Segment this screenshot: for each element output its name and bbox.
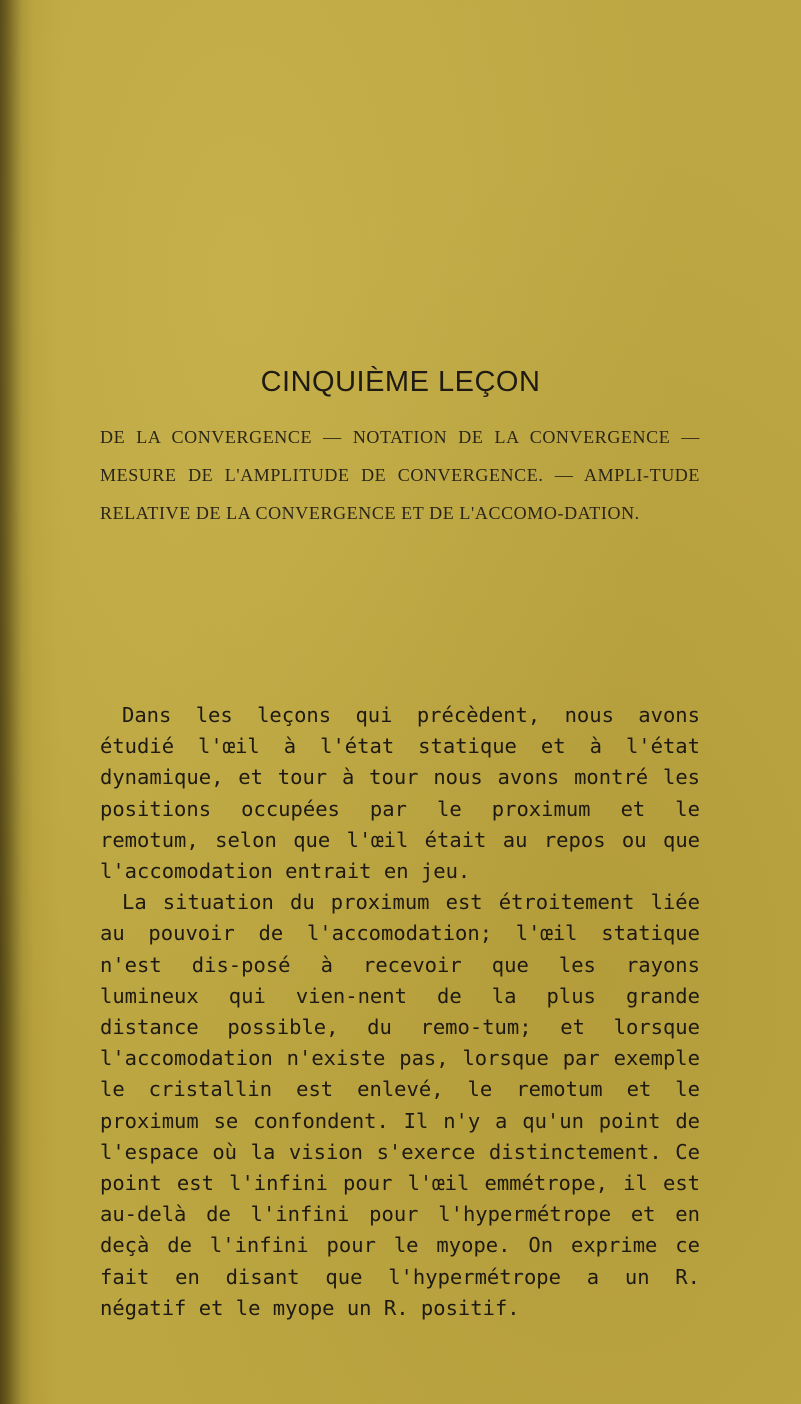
page-edge-shadow bbox=[0, 0, 22, 1404]
paragraph-2: La situation du proximum est étroitement liée au pouvoir de l'accomodation; l'œil statique n'est dis-posé à recevoir que les rayons lumineux qui vien-nent de la plus grande distance possible, du remo-tum; et lorsque l'accomodation n'existe pas, lorsque par exemple le cristallin est enlevé, le remotum et le proximum se confondent. Il n'y a qu'un point de l'espace où la vision s'exerce distinctement. Ce point est l'infini pour l'œil emmétrope, il est au-delà de l'infini pour l'hypermétrope et en deçà de l'infini pour le myope. On exprime ce fait en disant que l'hypermétrope a un R. négatif et le myope un R. positif. bbox=[100, 890, 700, 1320]
paragraph-1: Dans les leçons qui précèdent, nous avons étudié l'œil à l'état statique et à l'état dynamique, et tour à tour nous avons montré les positions occupées par le proximum et le remotum, selon que l'œil était au repos ou que l'accomodation entrait en jeu. bbox=[100, 703, 700, 884]
chapter-title: CINQUIÈME LEÇON bbox=[260, 366, 541, 398]
chapter-summary: DE LA CONVERGENCE — NOTATION DE LA CONVERGENCE — MESURE DE L'AMPLITUDE DE CONVERGENCE. — AMPLI-TUDE RELATIVE DE LA CONVERGENCE ET DE L'ACCOMO-DATION. bbox=[100, 427, 700, 523]
body-text bbox=[100, 700, 700, 1324]
